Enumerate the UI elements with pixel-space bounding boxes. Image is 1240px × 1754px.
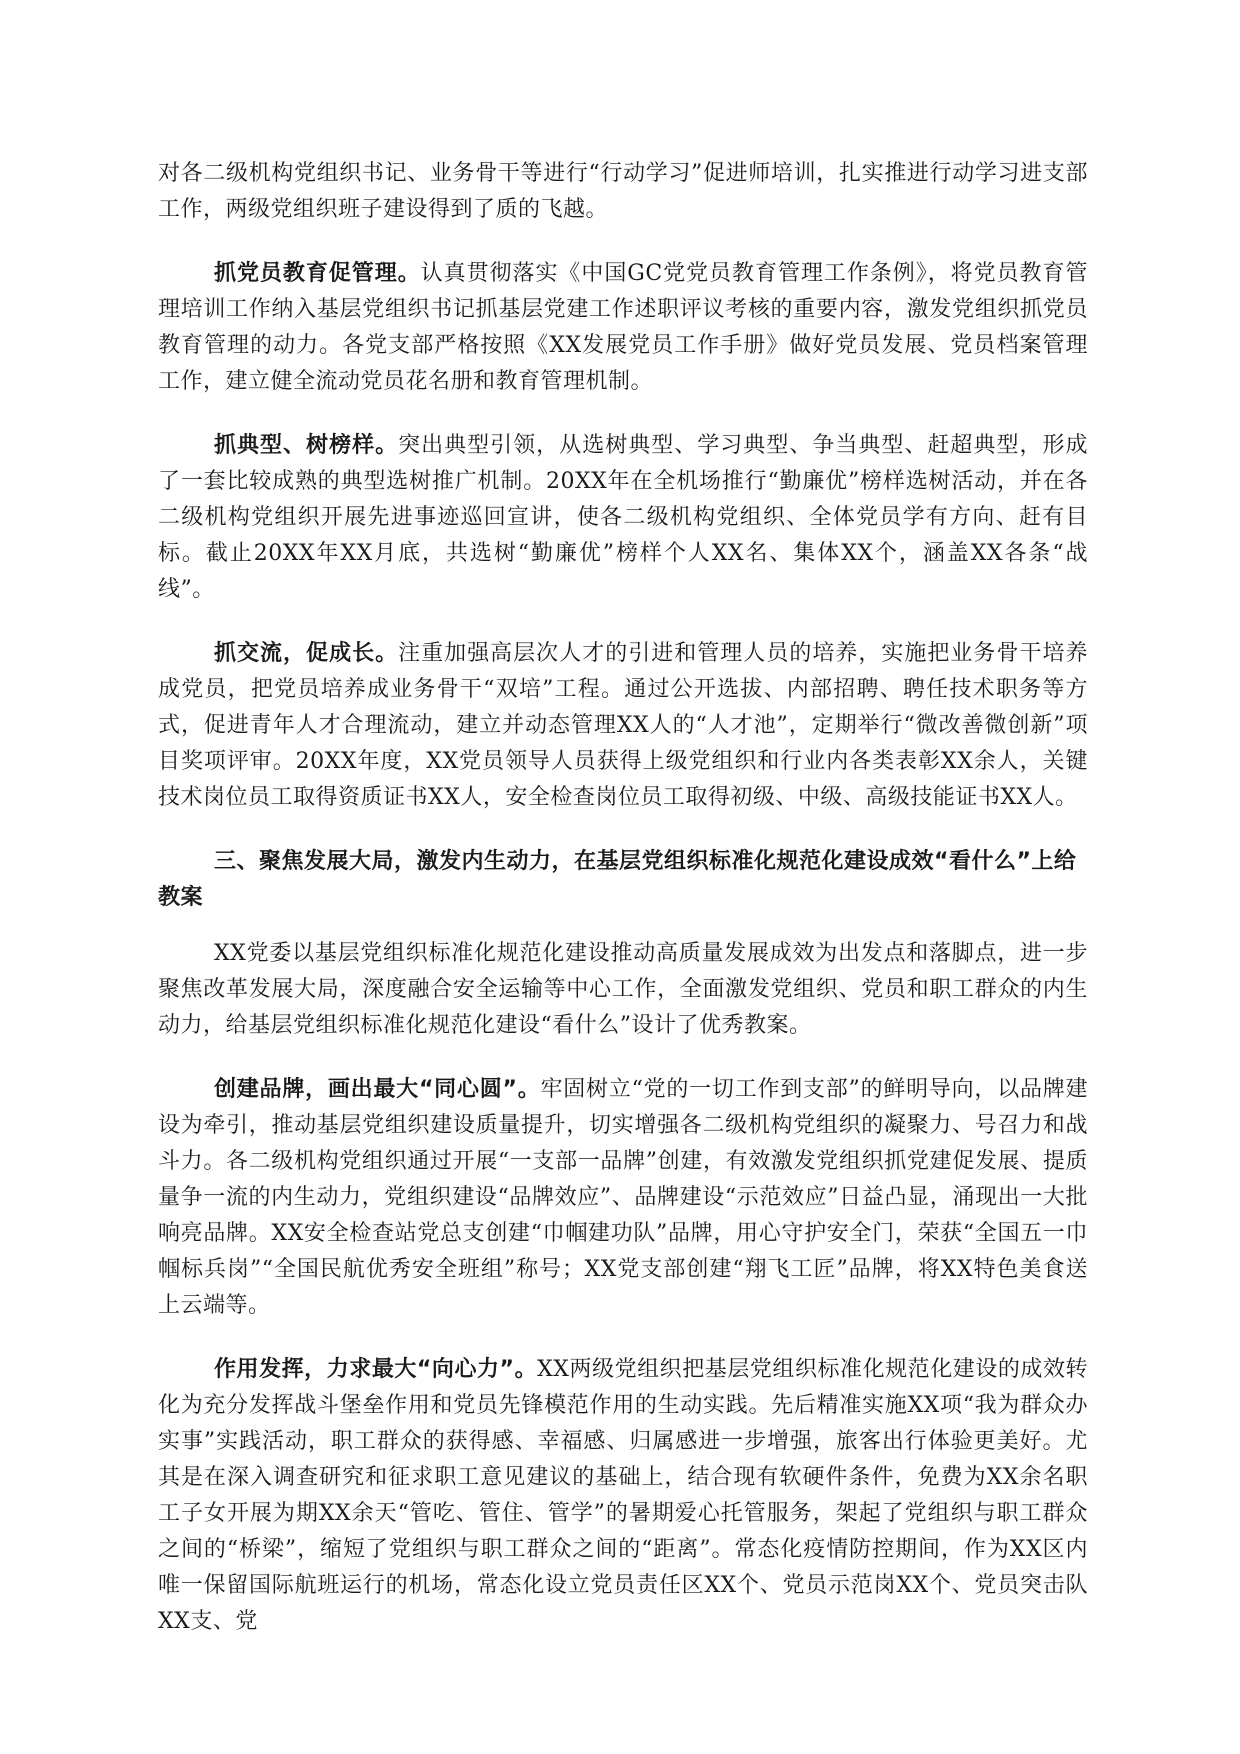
paragraph-lead: 抓典型、树榜样。 <box>214 433 399 458</box>
paragraph-text: 认真贯彻落实《中国GC党党员教育管理工作条例》，将党员教育管理培训工作纳入基层党组织书记抓基层党建工作述职评议考核的重要内容，激发党组织抓党员教育管理的动力。各党支部严格按照《XX发展党员工作手册》做好党员发展、党员档案管理工作，建立健全流动党员花名册和教育管理机制。 <box>158 261 1088 394</box>
paragraph-role-models <box>158 428 1088 608</box>
paragraph-exchange-growth <box>158 636 1088 816</box>
paragraph-section-intro <box>158 936 1088 1044</box>
paragraph-text: 对各二级机构党组织书记、业务骨干等进行“行动学习”促进师培训，扎实推进行动学习进支部工作，两级党组织班子建设得到了质的飞越。 <box>158 161 1088 222</box>
paragraph-lead: 作用发挥，力求最大“向心力”。 <box>214 1357 538 1382</box>
paragraph-brand-building <box>158 1072 1088 1324</box>
paragraph-text: 突出典型引领，从选树典型、学习典型、争当典型、赶超典型，形成了一套比较成熟的典型选树推广机制。20XX年在全机场推行“勤廉优”榜样选树活动，并在各二级机构党组织开展先进事迹巡回宣讲，使各二级机构党组织、全体党员学有方向、赶有目标。截止20XX年XX月底，共选树“勤廉优”榜样个人XX名、集体XX个，涵盖XX各条“战线”。 <box>158 433 1088 602</box>
paragraph-party-member-education <box>158 256 1088 400</box>
paragraph-lead: 抓交流，促成长。 <box>214 641 399 666</box>
section-heading: 三、聚焦发展大局，激发内生动力，在基层党组织标准化规范化建设成效“看什么”上给教案 <box>158 849 1077 910</box>
document-body <box>158 156 1088 1668</box>
paragraph-text: XX两级党组织把基层党组织标准化规范化建设的成效转化为充分发挥战斗堡垒作用和党员先锋模范作用的生动实践。先后精准实施XX项“我为群众办实事”实践活动，职工群众的获得感、幸福感、归属感进一步增强，旅客出行体验更美好。尤其是在深入调查研究和征求职工意见建议的基础上，结合现有软硬件条件，免费为XX余名职工子女开展为期XX余天“管吃、管住、管学”的暑期爱心托管服务，架起了党组织与职工群众之间的“桥梁”，缩短了党组织与职工群众之间的“距离”。常态化疫情防控期间，作为XX区内唯一保留国际航班运行的机场，常态化设立党员责任区XX个、党员示范岗XX个、党员突击队XX支、党 <box>158 1357 1089 1634</box>
paragraph-role-play <box>158 1352 1088 1640</box>
paragraph-continuation <box>158 156 1088 228</box>
paragraph-text: 注重加强高层次人才的引进和管理人员的培养，实施把业务骨干培养成党员，把党员培养成业务骨干“双培”工程。通过公开选拔、内部招聘、聘任技术职务等方式，促进青年人才合理流动，建立并动态管理XX人的“人才池”，定期举行“微改善微创新”项目奖项评审。20XX年度，XX党员领导人员获得上级党组织和行业内各类表彰XX余人，关键技术岗位员工取得资质证书XX人，安全检查岗位员工取得初级、中级、高级技能证书XX人。 <box>158 641 1088 810</box>
paragraph-lead: 抓党员教育促管理。 <box>214 261 421 286</box>
paragraph-text: XX党委以基层党组织标准化规范化建设推动高质量发展成效为出发点和落脚点，进一步聚焦改革发展大局，深度融合安全运输等中心工作，全面激发党组织、党员和职工群众的内生动力，给基层党组织标准化规范化建设“看什么”设计了优秀教案。 <box>158 941 1088 1038</box>
paragraph-lead: 创建品牌，画出最大“同心圆”。 <box>214 1077 541 1102</box>
paragraph-text: 牢固树立“党的一切工作到支部”的鲜明导向，以品牌建设为牵引，推动基层党组织建设质量提升，切实增强各二级机构党组织的凝聚力、号召力和战斗力。各二级机构党组织通过开展“一支部一品牌”创建，有效激发党组织抓党建促发展、提质量争一流的内生动力，党组织建设“品牌效应”、品牌建设“示范效应”日益凸显，涌现出一大批响亮品牌。XX安全检查站党总支创建“巾帼建功队”品牌，用心守护安全门，荣获“全国五一巾帼标兵岗”“全国民航优秀安全班组”称号；XX党支部创建“翔飞工匠”品牌，将XX特色美食送上云端等。 <box>158 1077 1089 1318</box>
